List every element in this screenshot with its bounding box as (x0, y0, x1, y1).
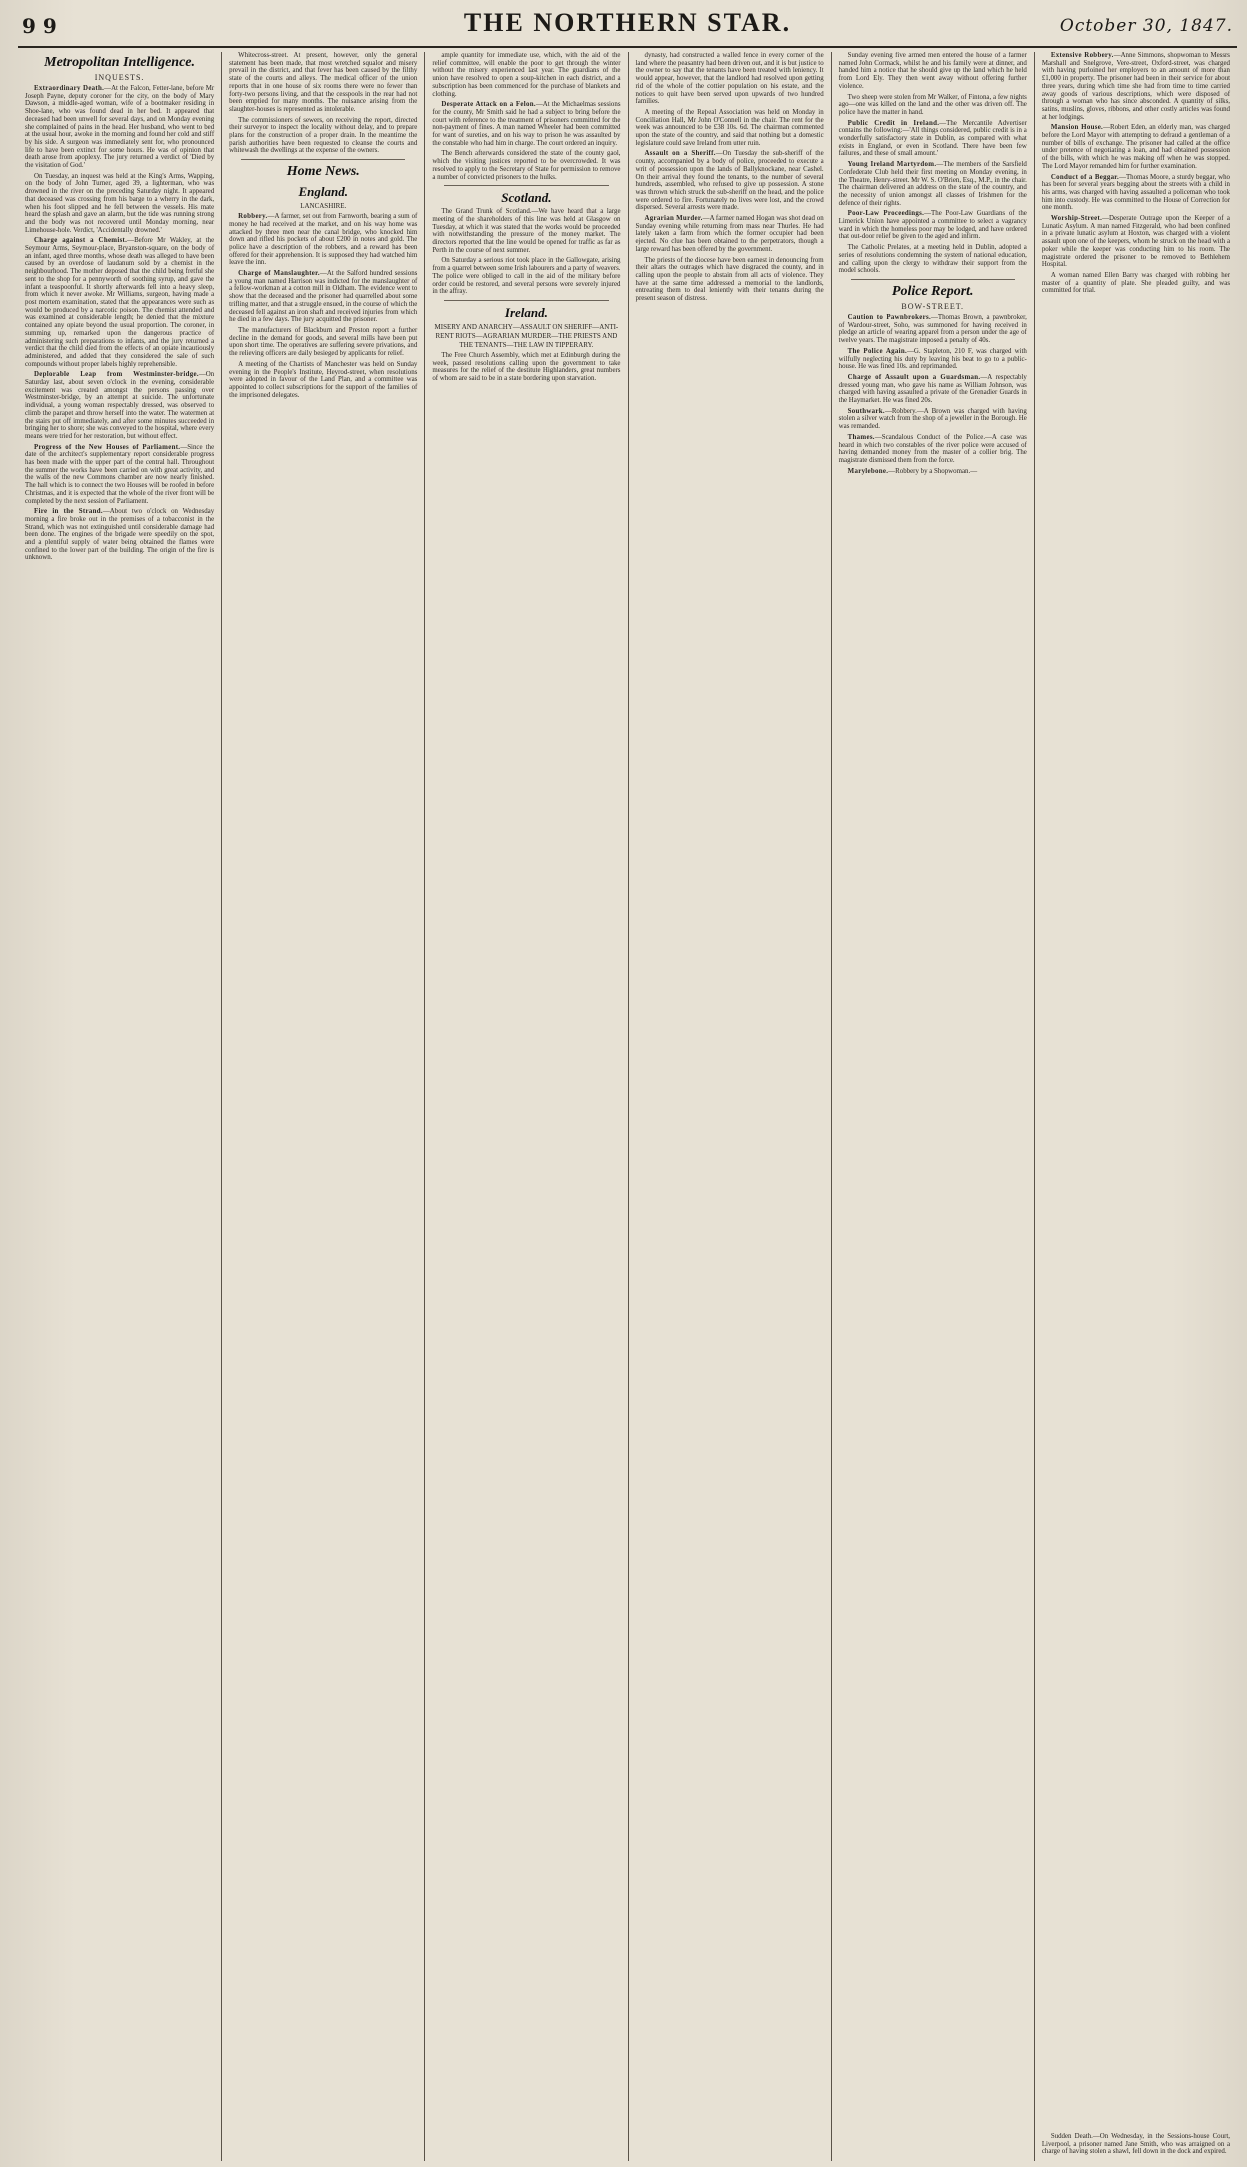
article (839, 120, 1027, 159)
article (432, 208, 620, 254)
article (839, 244, 1027, 275)
article (636, 215, 824, 254)
closing-article: Sudden Death.—On Wednesday, in the Sessions-house Court, Liverpool, a prisoner named Jane Smith, who was arraigned on a charge of having stolen a shawl, fell down in the dock and expired. (1041, 2132, 1230, 2156)
article-body: —Anne Simmons, shopwoman to Messrs Marshall and Snelgrove, Vere-street, Oxford-street, was charged with having purloined her employers to an amount of more than £1,000 in property. The prisoner had been in their service for about three years, during which time she had from time to time carried away goods of various descriptions, which were disposed of through a woman who has since absconded. A quantity of silks, satins, muslins, gloves, ribbons, and other costly articles was found at her lodgings. (1041, 52, 1230, 121)
article (839, 374, 1027, 405)
article-body: Sunday evening five armed men entered the house of a farmer named John Cormack, whilst he and his family were at dinner, and handed him a notice that he should give up the land which he held from Lord Ely. They then went away without offering further violence. (838, 52, 1027, 90)
column-5 (831, 52, 1034, 2161)
column-3 (424, 52, 627, 2161)
article (636, 150, 824, 212)
police-article-list (839, 314, 1027, 475)
article-body: On Saturday a serious riot took place in the Gallowgate, arising from a quarrel between some Irish labourers and a party of weavers. The police were obliged to call in the aid of the military before order could be restored, and several persons were severely injured in the affray. (432, 257, 621, 296)
article-body: —Since the date of the architect's supplementary report considerable progress has been made with the upper part of the central hall. Throughout the summer the works have been carried on with great activity, and the walls of the new Commons chamber are now nearly finished. The hall which is to connect the two Houses will be roofed in before Christmas, and it is expected that the whole of the river front will be completed by the next session of Parliament. (25, 443, 215, 505)
article-lead: Extraordinary Death. (34, 85, 105, 92)
article-body: —On Tuesday the sub-sheriff of the county, accompanied by a body of police, proceeded to execute a writ of possession upon the lands of Ballyknockane, near Cashel. On their arrival they found the tenants, to the number of several hundreds, assembled, who refused to give up possession. A stone was thrown which struck the sub-sheriff on the head, and the police were ordered to fire. Fortunately no lives were lost, and the crowd dispersed. Several arrests were made. (635, 150, 824, 212)
section-title-metropolitan: Metropolitan Intelligence. (44, 55, 196, 70)
article (1042, 124, 1230, 170)
article-list (432, 52, 620, 383)
article-lead: Mansion House. (1050, 124, 1104, 132)
article-body: —A respectably dressed young man, who gave his name as William Johnson, was charged with having assaulted a private of the Grenadier Guards in the Haymarket. He was fined 20s. (838, 373, 1027, 405)
region-title-ireland: Ireland. (504, 304, 548, 320)
article (432, 257, 620, 296)
article-list (25, 85, 214, 562)
article-lead: Marylebone. (847, 467, 889, 475)
article-body: The manufacturers of Blackburn and Preston report a further decline in the demand for goods, and several mills have been put upon short time. The operatives are suffering severe privations, and the relieving officers are daily besieged by applicants for relief. (229, 326, 418, 358)
article-lead: Fire in the Strand. (34, 508, 103, 516)
article-list (636, 52, 824, 303)
article (229, 52, 417, 114)
article-body: The Bench afterwards considered the state of the county gaol, which the visiting justices reported to be overcrowded. It was resolved to apply to the Secretary of State for permission to remove a number of convicted prisoners to the hulks. (432, 150, 621, 181)
article-body: The Free Church Assembly, which met at Edinburgh during the week, passed resolutions calling upon the government to take measures for the relief of the destitute Highlanders, great numbers of whom are said to be in a state bordering upon starvation. (432, 351, 621, 383)
article-body: Two sheep were stolen from Mr Walker, of Fintona, a few nights ago—one was killed on the land and the other was driven off. The police have the matter in hand. (838, 93, 1027, 116)
article-body: —The Mercantile Advertiser contains the following:—'All things considered, public credit is in a wonderfully satisfactory state in Dublin, as compared with what exists in England, or even in Scotland. There have been few failures, and these of small amount.' (838, 119, 1027, 158)
article-body: —G. Stapleton, 210 F, was charged with wilfully neglecting his duty by leaving his beat to go to a public-house. He was fined 10s. and reprimanded. (838, 347, 1027, 371)
section-title-police: Police Report. (891, 283, 974, 299)
article (839, 434, 1027, 465)
article (432, 352, 620, 383)
article-body: —A farmer, set out from Farnworth, bearing a sum of money he had received at the market, and on his way home was attacked by three men near the canal bridge, who knocked him down and rifled his pockets of about £200 in notes and gold. The police have a description of the robbers, and a reward has been offered for their apprehension. It is supposed they had watched him leave the inn. (229, 213, 418, 267)
column-4 (628, 52, 831, 2161)
divider (444, 300, 608, 301)
article-lead: Extensive Robbery. (1050, 52, 1114, 59)
article-list (229, 52, 417, 399)
article-body: —On Saturday last, about seven o'clock in the evening, considerable excitement was created amongst the persons passing over Westminster-bridge, by an attempt at suicide. The unfortunate individual, a young woman respectably dressed, was observed to climb the parapet and throw herself into the water. The watermen at the stairs put off immediately, and after some minutes succeeded in bringing her to shore; she was conveyed to the hospital, where every means were tried for her restoration, but without effect. (25, 371, 215, 440)
article-body: The commissioners of sewers, on receiving the report, directed their surveyor to inspect the locality without delay, and to prepare plans for the construction of a proper drain. In the meantime the parish authorities have been requested to cleanse the courts and whitewash the dwellings at the expense of the owners. (229, 116, 418, 155)
issue-date: October 30, 1847. (1059, 16, 1233, 36)
newspaper-title: THE NORTHERN STAR. (463, 8, 792, 37)
article-body: —Robert Eden, an elderly man, was charged before the Lord Mayor with attempting to defraud a gentleman of a number of bills of exchange. The prisoner had called at the office under pretence of negotiating a loan, and had obtained possession of the bills, with which he was making off when he was stopped. The Lord Mayor remanded him for further examination. (1041, 124, 1230, 170)
article (25, 173, 214, 235)
article-lead: Poor-Law Proceedings. (847, 210, 925, 218)
article-lead: Charge against a Chemist. (34, 237, 128, 245)
article (636, 109, 824, 148)
article-lead: Charge of Manslaughter. (238, 270, 320, 278)
article-list (839, 52, 1027, 275)
article-body: —Before Mr Wakley, at the Seymour Arms, Seymour-place, Bryanston-square, on the body of an infant, aged three months, whose death was alleged to have been caused by an overdose of laudanum sold by a chemist in the neighbourhood. The mother deposed that the child being fretful she sent to the shop for a pennyworth of soothing syrup, and gave the infant a teaspoonful. It shortly afterwards fell into a heavy sleep, from which it never awoke. Mr Williams, surgeon, having made a post mortem examination, stated that the appearances were such as would be produced by a narcotic poison. The chemist attended and was examined at considerable length; he denied that the mixture contained any opiate beyond the usual proportion. The coroner, in summing up, remarked upon the dangerous practice of administering such preparations to infants, and the jury returned a verdict that the child died from the effects of an opiate incautiously administered, and added that they considered the sale of such compounds without proper labels highly reprehensible. (25, 237, 215, 368)
section-subtitle-bow-street: BOW-STREET. (901, 301, 965, 311)
column-1 (18, 52, 221, 2161)
region-title-scotland: Scotland. (501, 190, 552, 206)
article-body: The Grand Trunk of Scotland.—We have heard that a large meeting of the shareholders of this line was held at Glasgow on Tuesday, at which it was stated that the works would be proceeded with notwithstanding the pressure of the money market. The directors reported that the line would be opened for traffic as far as Perth in the course of next summer. (432, 208, 621, 254)
article-lead: Robbery. (238, 213, 268, 221)
article (636, 257, 824, 303)
article-lead: Worship-Street. (1050, 215, 1103, 223)
article (25, 444, 214, 506)
article-body: The priests of the diocese have been earnest in denouncing from their altars the outrages which have disgraced the county, and in calling upon the people to abstain from all acts of violence. They have at the same time addressed a memorial to the landlords, entreating them to deal leniently with their tenants during the present season of distress. (635, 256, 824, 303)
article-lead: Progress of the New Houses of Parliament. (34, 443, 181, 451)
article-list (1042, 52, 1230, 295)
article-body: —About two o'clock on Wednesday morning a fire broke out in the premises of a tobacconist in the Strand, which was not extinguished until considerable damage had been done. The engines of the brigade were speedily on the spot, and a plentiful supply of water being obtained the flames were confined to the lower part of the building. The origin of the fire is unknown. (25, 508, 215, 562)
article-body: —Scandalous Conduct of the Police.—A case was heard in which two constables of the river police were accused of having demanded money from the master of a collier brig. The magistrate dismissed them from the force. (838, 433, 1027, 464)
article (839, 161, 1027, 207)
article (1042, 272, 1230, 295)
article-lead: Southwark. (847, 407, 885, 415)
article (25, 237, 214, 368)
article (839, 348, 1027, 371)
column-6 (1034, 52, 1237, 2161)
article-body: —Thomas Brown, a pawnbroker, of Wardour-street, Soho, was summoned for having received in pledge an article of wearing apparel from a person under the age of twelve years. The magistrate imposed a penalty of 40s. (838, 313, 1027, 345)
ireland-subtitle: MISERY AND ANARCHY—ASSAULT ON SHERIFF—ANTI-RENT RIOTS—AGRARIAN MURDER—THE PRIESTS AND THE TENANTS—THE LAW IN TIPPERARY. (434, 322, 619, 349)
article (432, 52, 620, 98)
article-body: —Thomas Moore, a sturdy beggar, who has been for several years begging about the streets with a child in his arms, was charged with having assaulted a policeman who took him into custody. He was committed to the House of Correction for one month. (1041, 173, 1230, 212)
article-body: —Robbery.—A Brown was charged with having stolen a silver watch from the shop of a jeweller in the Borough. He was remanded. (838, 407, 1027, 431)
columns-container (18, 52, 1237, 2161)
article (229, 361, 417, 400)
article-body: A meeting of the Repeal Association was held on Monday in Conciliation Hall, Mr John O'Connell in the chair. The rent for the week was announced to be £38 10s. 6d. The chairman commented upon the state of the country, and said that nothing but a domestic legislature could save Ireland from utter ruin. (635, 108, 824, 147)
page-number: 9 9 (22, 14, 57, 38)
article-lead: Assault on a Sheriff. (644, 150, 716, 158)
article (432, 150, 620, 181)
article-body: A woman named Ellen Barry was charged with robbing her master of a quantity of plate. She pleaded guilty, and was committed for trial. (1041, 271, 1230, 295)
article (1042, 174, 1230, 213)
article-body: —Robbery by a Shopwoman.— (888, 467, 978, 475)
article (839, 314, 1027, 345)
article-lead: Agrarian Murder. (644, 215, 703, 223)
divider (851, 279, 1015, 280)
article-lead: Caution to Pawnbrokers. (847, 313, 931, 321)
section-title-home-news: Home News. (286, 164, 360, 180)
article-body: On Tuesday, an inquest was held at the King's Arms, Wapping, on the body of John Turner, aged 39, a lighterman, who was drowned in the river on the preceding Saturday night. It appeared that deceased was crossing from his barge to a wherry in the dark, when his foot slipped and he fell between the vessels. His mate heard the splash and gave an alarm, but the tide was running strong and the body was not recovered until Monday morning, near Limehouse-hole. Verdict, 'Accidentally drowned.' (25, 172, 215, 234)
article (1042, 215, 1230, 269)
article (229, 213, 417, 267)
article (229, 117, 417, 156)
article (1042, 52, 1230, 121)
article (25, 371, 214, 440)
article-body: —At the Michaelmas sessions for the county, Mr Smith said he had a subject to bring before the court with reference to the treatment of prisoners committed for the non-payment of fines. A man named Wheeler had been committed for want of sureties, and on his way to prison he was assaulted by the constable who had him in charge. The court ordered an inquiry. (432, 101, 621, 147)
article-lead: Public Credit in Ireland. (847, 119, 940, 127)
article (25, 508, 214, 562)
article (839, 94, 1027, 117)
region-title-england: England. (298, 184, 348, 200)
article-body: —The members of the Sarsfield Confederate Club held their first meeting on Monday evening, in the Theatre, Henry-street. Mr W. S. O'Brien, Esq., M.P., in the chair. The chairman delivered an address on the state of the country, and the necessity of union amongst all classes of Irishmen for the defence of their rights. (838, 161, 1027, 207)
article-body: —At the Salford hundred sessions a young man named Harrison was indicted for the manslaughter of a fellow-workman at a cotton mill in Oldham. The evidence went to show that the deceased and the prisoner had quarrelled about some trifling matter, and that a struggle ensued, in the course of which the deceased fell against an iron shaft and received injuries from which he died in a few days. The jury acquitted the prisoner. (229, 270, 418, 324)
article (229, 327, 417, 358)
article-body: A meeting of the Chartists of Manchester was held on Sunday evening in the People's Institute, Heyrod-street, when resolutions were adopted in favour of the Land Plan, and a committee was appointed to collect subscriptions for the support of the families of the imprisoned delegates. (229, 360, 418, 399)
article-lead: The Police Again. (847, 347, 907, 355)
divider (241, 159, 405, 160)
article-lead: Thames. (847, 433, 875, 441)
article-lead: Young Ireland Martyrdom. (847, 161, 937, 169)
article-lead: Desperate Attack on a Felon. (441, 101, 536, 109)
article-body: Whitecross-street. At present, however, only the general statement has been made, that most wretched squalor and misery prevail in the district, and that fever has been caused by the filthy state of the courts and alleys. The medical officer of the union reports that in one house of six rooms there were no fewer than forty-two persons living, and that the cesspools in the rear had not been emptied for many months. The nuisance arising from the slaughter-houses is represented as intolerable. (229, 52, 418, 113)
article (229, 270, 417, 324)
article-body: —Desperate Outrage upon the Keeper of a Lunatic Asylum. A man named Fitzgerald, who had been confined in a private lunatic asylum at Hoxton, was charged with a violent assault upon one of the keepers, whom he struck on the head with a poker while the keeper was conducting him to his room. The magistrate ordered the prisoner to be removed to Bethlehem Hospital. (1041, 215, 1230, 269)
article-lead: Charge of Assault upon a Guardsman. (847, 373, 981, 381)
article-body: The Catholic Prelates, at a meeting held in Dublin, adopted a series of resolutions condemning the system of national education, and calling upon the clergy to withdraw their support from the model schools. (838, 244, 1027, 275)
article (839, 408, 1027, 431)
article-body: ample quantity for immediate use, which, with the aid of the relief committee, will enable the poor to get through the winter without the misery experienced last year. The guardians of the union have resolved to open a soup-kitchen in each district, and a subscription has been commenced for the purchase of blankets and clothing. (432, 52, 621, 98)
article-body: —At the Falcon, Fetter-lane, before Mr Joseph Payne, deputy coroner for the city, on the body of Mary Dawson, a middle-aged woman, wife of a bootmaker residing in Shoe-lane, who was found dead in her bed. It appeared that deceased had been unwell for several days, and on Monday evening she complained of pains in the head. Her husband, who went to bed at the usual hour, awoke in the morning and found her cold and stiff by his side. A surgeon was immediately sent for, who pronounced life to have been extinct for some hours. He was of opinion that death arose from apoplexy. The jury returned a verdict of 'Died by the visitation of God.' (25, 85, 215, 170)
article (25, 85, 214, 170)
article-body: dynasty, had constructed a walled fence in every corner of the land where the peasantry had been driven out, and it is but justice to the owner to say that the tenants have been treated with leniency. It would appear, however, that the landlord had resolved upon getting rid of the whole of the cottier population on his estate, and the notices to quit have been served upon upwards of two hundred families. (635, 52, 824, 106)
section-subtitle-inquests: INQUESTS. (94, 73, 145, 82)
article (839, 210, 1027, 241)
article-lead: Conduct of a Beggar. (1050, 173, 1120, 181)
article-lead: Deplorable Leap from Westminster-bridge. (34, 371, 199, 379)
article-body: —The Poor-Law Guardians of the Limerick Union have appointed a committee to select a vagrancy ward in which the homeless poor may be lodged, and have ordered that out-door relief be given to the aged and infirm. (838, 210, 1027, 241)
article (839, 468, 1027, 476)
article (839, 52, 1027, 91)
article (636, 52, 824, 106)
column-2 (221, 52, 424, 2161)
article (432, 101, 620, 147)
masthead (18, 8, 1237, 48)
article-body: —A farmer named Hogan was shot dead on Sunday evening while returning from mass near Thurles. He had lately taken a farm from which the former occupier had been ejected. No clue has been obtained to the perpetrators, though a large reward has been offered by the government. (635, 215, 824, 253)
county-subtitle-lancashire: LANCASHIRE. (300, 202, 347, 211)
divider (444, 185, 608, 186)
